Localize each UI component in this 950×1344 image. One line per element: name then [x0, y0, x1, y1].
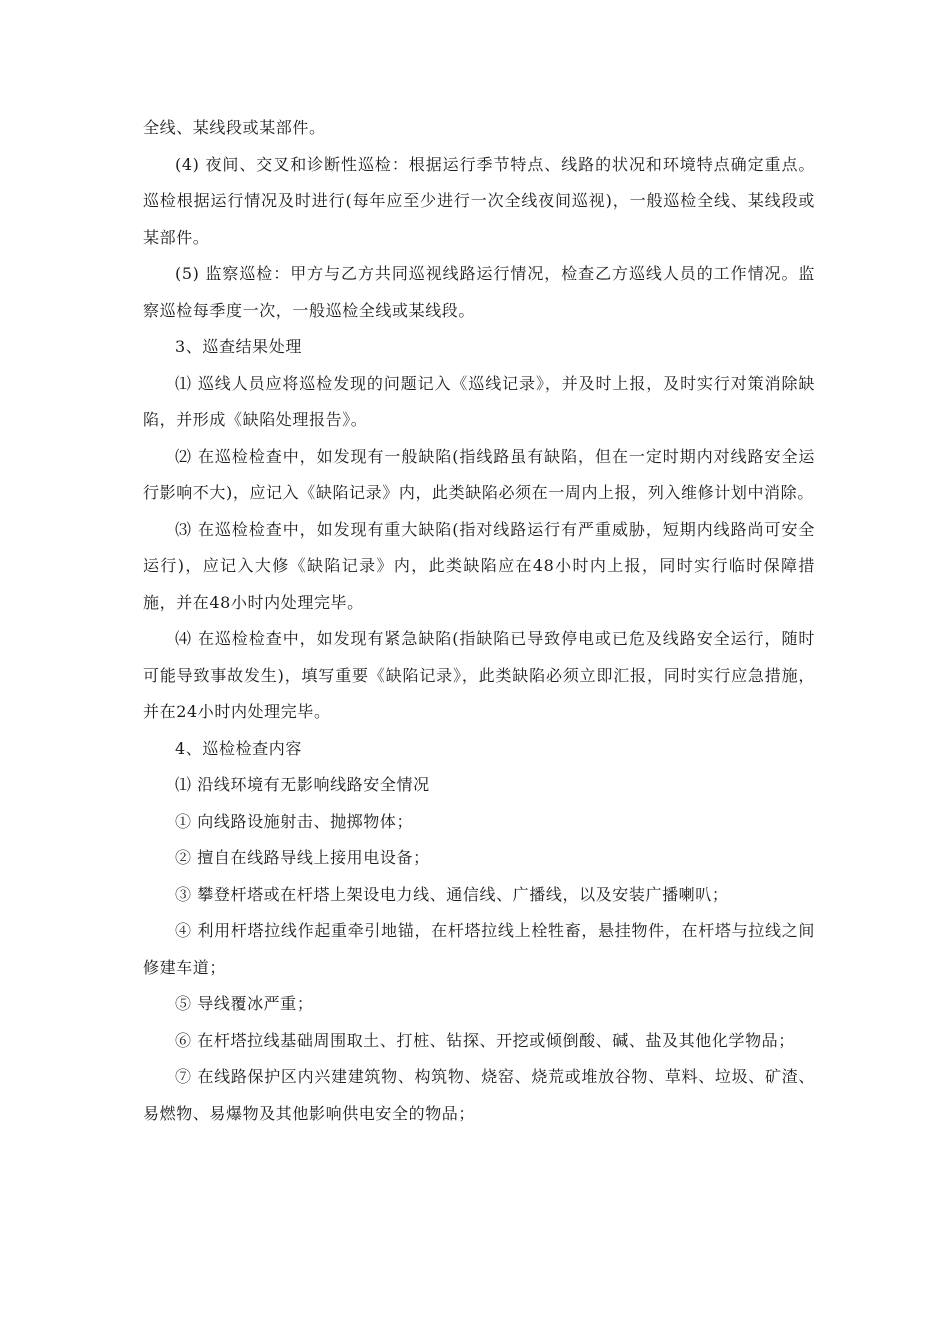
document-body	[143, 110, 815, 1132]
section-heading-result-handling: 3、巡查结果处理	[175, 337, 302, 356]
paragraph-result-2: ⑵ 在巡检检查中，如发现有一般缺陷(指线路虽有缺陷，但在一定时期内对线路安全运行影响不大)，应记入《缺陷记录》内，此类缺陷必须在一周内上报，列入维修计划中消除。	[143, 446, 815, 502]
section-heading-inspection-content: 4、巡检检查内容	[175, 738, 302, 758]
paragraph-result-1: ⑴ 巡线人员应将巡检发现的问题记入《巡线记录》，并及时上报，及时实行对策消除缺陷，并形成《缺陷处理报告》。	[143, 373, 815, 429]
list-item-3: ③ 攀登杆塔或在杆塔上架设电力线、通信线、广播线，以及安装广播喇叭；	[175, 884, 729, 904]
paragraph-result-3: ⑶ 在巡检检查中，如发现有重大缺陷(指对线路运行有严重威胁，短期内线路尚可安全运行)，应记入大修《缺陷记录》内，此类缺陷应在48小时内上报，同时实行临时保障措施，并在48小时内处理完毕。	[143, 519, 815, 612]
list-item-6: ⑥ 在杆塔拉线基础周围取土、打桩、钻探、开挖或倾倒酸、碱、盐及其他化学物品；	[175, 1030, 795, 1050]
list-item-1: ① 向线路设施射击、抛掷物体；	[175, 811, 414, 831]
list-item-4: ④ 利用杆塔拉线作起重牵引地锚，在杆塔拉线上栓牲畜，悬挂物件，在杆塔与拉线之间修建车道；	[143, 921, 815, 977]
list-item-2: ② 擅自在线路导线上接用电设备；	[175, 848, 430, 867]
paragraph-continuation: 全线、某线段或某部件。	[143, 118, 326, 137]
paragraph-supervision-inspection: (5) 监察巡检：甲方与乙方共同巡视线路运行情况，检查乙方巡线人员的工作情况。监察巡检每季度一次，一般巡检全线或某线段。	[143, 264, 815, 320]
paragraph-result-4: ⑷ 在巡检检查中，如发现有紧急缺陷(指缺陷已导致停电或已危及线路安全运行，随时可能导致事故发生)，填写重要《缺陷记录》，此类缺陷必须立即汇报，同时实行应急措施，并在24小时内处理完毕。	[143, 629, 815, 721]
paragraph-content-1: ⑴ 沿线环境有无影响线路安全情况	[175, 775, 430, 794]
paragraph-night-inspection: (4) 夜间、交叉和诊断性巡检：根据运行季节特点、线路的状况和环境特点确定重点。巡检根据运行情况及时进行(每年应至少进行一次全线夜间巡视)，一般巡检全线、某线段或某部件。	[143, 154, 815, 247]
list-item-7: ⑦ 在线路保护区内兴建建筑物、构筑物、烧窑、烧荒或堆放谷物、草料、垃圾、矿渣、易燃物、易爆物及其他影响供电安全的物品；	[143, 1067, 815, 1123]
list-item-5: ⑤ 导线覆冰严重；	[175, 994, 314, 1013]
